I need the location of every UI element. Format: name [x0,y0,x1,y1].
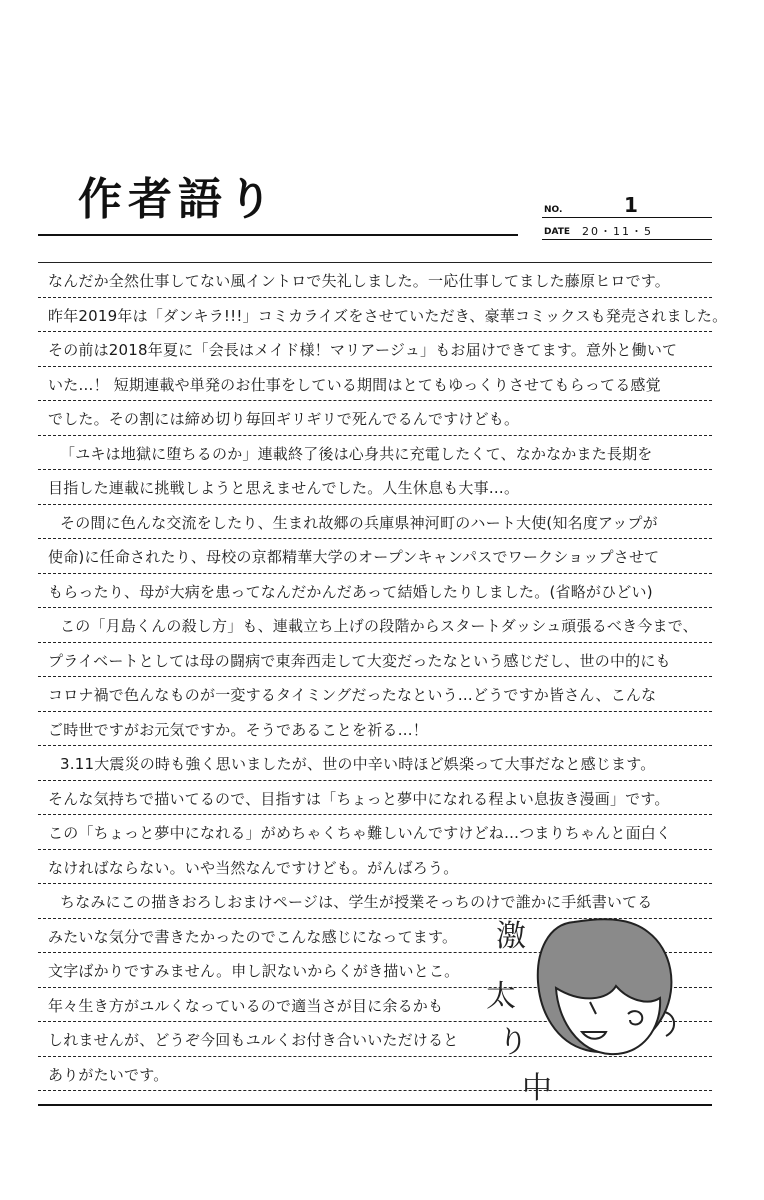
text-line: 3.11大震災の時も強く思いましたが、世の中辛い時ほど娯楽って大事だなと感じます。 [60,755,656,773]
self-portrait-doodle [478,902,698,1112]
text-line: そんな気持ちで描いてるので、目指すは「ちょっと夢中になれる程よい息抜き漫画」です。 [48,789,670,808]
text-line: もらったり、母が大病を患ってなんだかんだあって結婚したりしました。(省略がひどい) [48,582,653,601]
text-line: 目指した連載に挑戦しようと思えませんでした。人生休息も大事…。 [48,479,520,497]
ear [664,1012,674,1036]
text-line: コロナ禍で色んなものが一変するタイミングだったなという…どうですか皆さん、こんな [48,686,657,704]
caption-char: 激 [496,919,526,954]
text-line: しれませんが、どうぞ今回もユルくお付き合いいただけると [48,1031,459,1049]
caption-char: り [498,1025,528,1060]
text-line: なければならない。いや当然なんですけども。がんばろう。 [48,858,459,877]
text-line: その前は2018年夏に「会長はメイド様！マリアージュ」もお届けできてます。意外と働いて [48,341,678,359]
text-line: この「月島くんの殺し方」も、連載立ち上げの段階からスタートダッシュ頑張るべき今まで、 [60,617,698,635]
date-row [542,218,712,240]
text-line: ご時世ですがお元気ですか。そうであることを祈る…！ [48,720,429,739]
text-line: いた…！ 短期連載や単発のお仕事をしている期間はとてもゆっくりさせてもらってる感覚 [48,375,661,394]
date-value: 20・11・5 [582,225,653,238]
caption-char: 太 [486,979,516,1014]
text-line: 昨年2019年は「ダンキラ!!!」コミカライズをさせていただき、豪華コミックスも発売されました。 [48,306,728,325]
number-value: 1 [624,193,638,217]
date-label: DATE [544,227,571,237]
text-line: ちなみにこの描きおろしおまけページは、学生が授業そっちのけで誰かに手紙書いてる [60,893,653,911]
text-line: その間に色んな交流をしたり、生まれ故郷の兵庫県神河町のハート大使(知名度アップが [60,513,658,532]
page-title: 作者語り [78,174,278,225]
text-line: プライベートとしては母の闘病で東奔西走して大変だったなという感じだし、世の中的にも [48,651,671,670]
number-row [542,193,712,218]
text-line: 年々生き方がユルくなっているので適当さが目に余るかも [48,996,444,1015]
caption-char: 中 [522,1071,552,1106]
number-label: NO. [544,205,563,215]
text-line: 「ユキは地獄に堕ちるのか」連載終了後は心身共に充電したくて、なかなかまた長期を [60,444,653,463]
text-line: なんだか全然仕事してない風イントロで失礼しました。一応仕事してました藤原ヒロです。 [48,272,671,290]
title-underline [38,234,518,236]
text-line: ありがたいです。 [48,1065,169,1084]
text-line: みたいな気分で書きたかったのでこんな感じになってます。 [48,927,458,946]
text-line: この「ちょっと夢中になれる」がめちゃくちゃ難しいんですけどね…つまりちゃんと面白く [48,824,672,842]
text-line: 使命)に任命されたり、母校の京都精華大学のオープンキャンパスでワークショップさせて [48,548,660,566]
text-line: でした。その割には締め切り毎回ギリギリで死んでるんですけども。 [48,410,520,428]
note-meta [542,193,712,240]
date-rule [542,239,712,240]
text-line: 文字ばかりですみません。申し訳ないからくがき描いとこ。 [48,962,460,980]
